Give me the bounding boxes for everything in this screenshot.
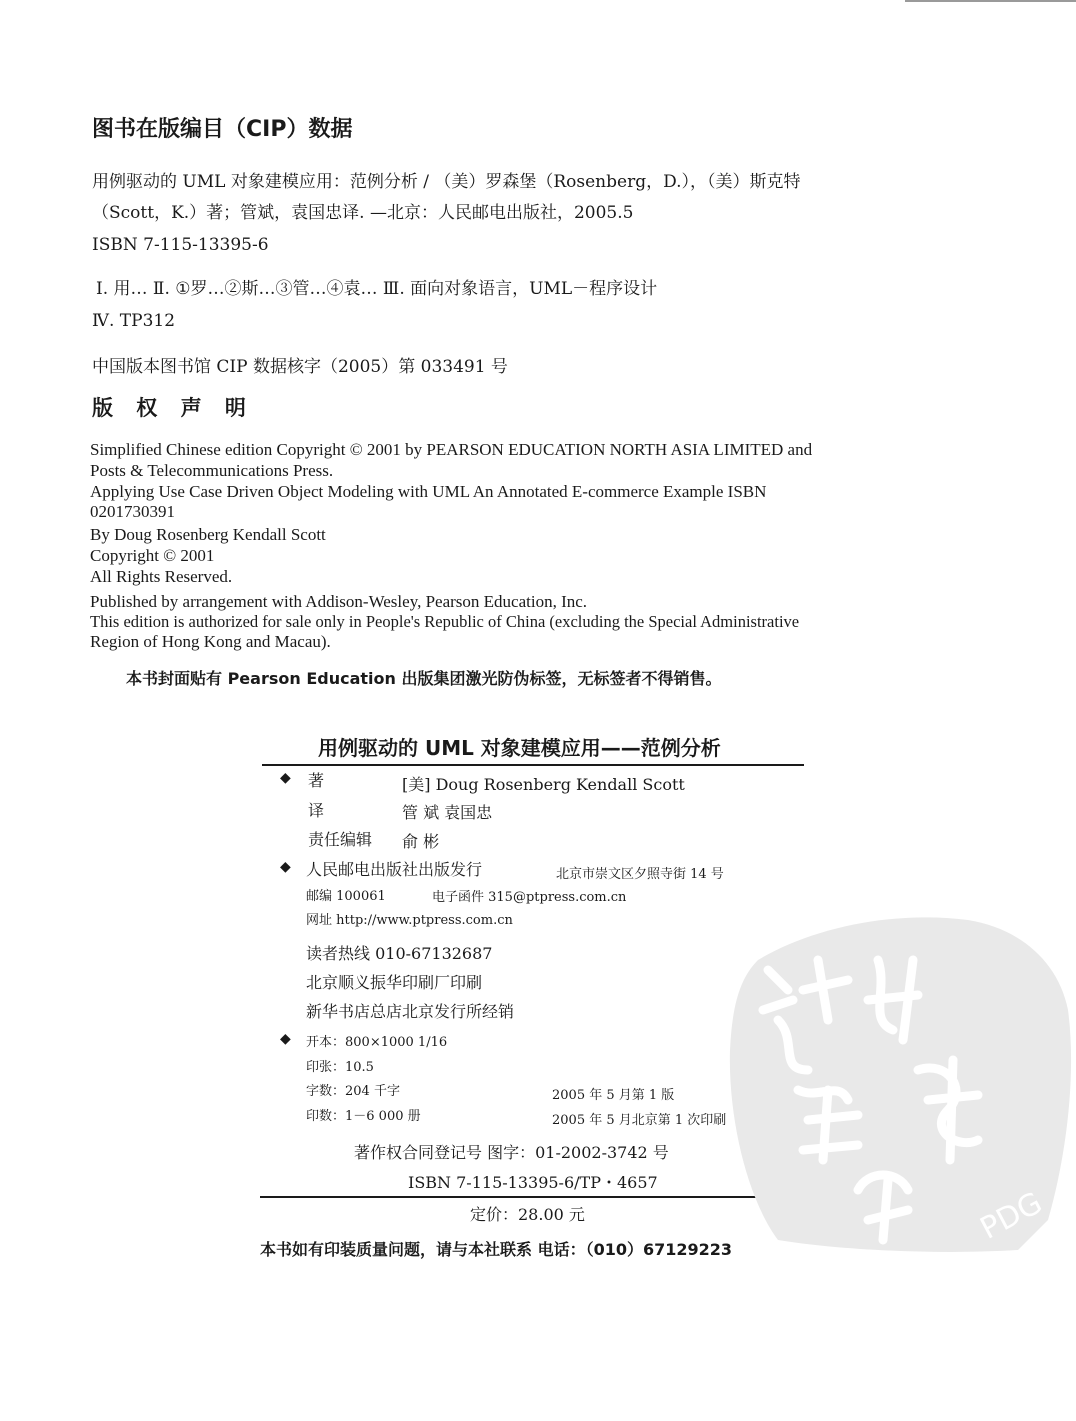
bullet-icon: ◆ — [280, 1031, 291, 1047]
watermark-seal-icon — [718, 900, 1076, 1260]
cip-line-1: 用例驱动的 UML 对象建模应用：范例分析 / （美）罗森堡（Rosenberg，D.），（美）斯克特 — [92, 172, 801, 192]
publisher: 人民邮电出版社出版发行 — [306, 860, 483, 879]
bullet-icon: ◆ — [280, 770, 291, 786]
watermark-pdg: PDG — [974, 1185, 1049, 1247]
edition: 2005 年 5 月第 1 版 — [552, 1088, 675, 1103]
translators: 管 斌 袁国忠 — [402, 803, 493, 822]
copyright-line: Applying Use Case Driven Object Modeling with UML An Annotated E-commerce Example ISBN — [90, 482, 767, 501]
print-sheets: 印张：10.5 — [306, 1060, 374, 1075]
copyright-line: 0201730391 — [90, 502, 175, 521]
cip-classification: Ⅳ. TP312 — [92, 311, 176, 331]
colophon-isbn: ISBN 7-115-13395-6/TP・4657 — [408, 1173, 658, 1192]
cip-heading: 图书在版编目（CIP）数据 — [92, 117, 353, 142]
laser-label-notice: 本书封面贴有 Pearson Education 出版集团激光防伪标签，无标签者不得销售。 — [126, 669, 722, 688]
author-label: 著 — [308, 771, 325, 790]
contract-registration: 著作权合同登记号 图字：01-2002-3742 号 — [354, 1143, 669, 1162]
format: 开本：800×1000 1/16 — [306, 1035, 448, 1050]
copyright-heading: 版 权 声 明 — [92, 396, 254, 420]
copyright-line: All Rights Reserved. — [90, 567, 233, 586]
reader-hotline: 读者热线 010-67132687 — [306, 944, 493, 963]
copyright-line: Simplified Chinese edition Copyright © 2001 by PEARSON EDUCATION NORTH ASIA LIMITED and — [90, 440, 813, 459]
word-count: 字数：204 千字 — [306, 1084, 400, 1099]
printer: 北京顺义振华印刷厂印刷 — [306, 973, 483, 992]
copyright-line: Published by arrangement with Addison-Wesley, Pearson Education, Inc. — [90, 592, 588, 611]
copyright-line: Region of Hong Kong and Macau). — [90, 632, 331, 651]
cip-record-number: 中国版本图书馆 CIP 数据核字（2005）第 033491 号 — [92, 357, 508, 377]
email: 电子函件 315@ptpress.com.cn — [432, 890, 627, 905]
copyright-line: Posts & Telecommunications Press. — [90, 461, 334, 480]
bullet-icon: ◆ — [280, 859, 291, 875]
translator-label: 译 — [308, 801, 325, 820]
website: 网址 http://www.ptpress.com.cn — [306, 913, 513, 928]
distributor: 新华书店总店北京发行所经销 — [306, 1002, 515, 1021]
colophon-top-rule — [262, 764, 804, 766]
postcode: 邮编 100061 — [306, 889, 386, 904]
copyright-line: By Doug Rosenberg Kendall Scott — [90, 525, 326, 544]
publisher-address: 北京市崇文区夕照寺街 14 号 — [556, 867, 724, 882]
editor: 俞 彬 — [402, 832, 440, 851]
authors: [美] Doug Rosenberg Kendall Scott — [402, 775, 685, 794]
price: 定价：28.00 元 — [470, 1205, 585, 1224]
quality-contact-footer: 本书如有印装质量问题，请与本社联系 电话：（010）67129223 — [260, 1240, 733, 1259]
cip-line-2: （Scott，K.）著；管斌，袁国忠译. —北京：人民邮电出版社，2005.5 — [92, 203, 634, 223]
top-edge-line — [905, 0, 1076, 2]
cip-isbn: ISBN 7-115-13395-6 — [92, 235, 269, 255]
cip-subject-line: Ⅰ. 用… Ⅱ. ①罗…②斯…③管…④袁… Ⅲ. 面向对象语言，UML－程序设计 — [96, 279, 658, 299]
editor-label: 责任编辑 — [308, 830, 373, 849]
copyright-line: Copyright © 2001 — [90, 546, 215, 565]
copyright-line: This edition is authorized for sale only in People's Republic of China (excluding the Special Administrative — [90, 612, 800, 631]
printing: 2005 年 5 月北京第 1 次印刷 — [552, 1113, 727, 1128]
print-run: 印数：1－6 000 册 — [306, 1109, 421, 1124]
colophon-title: 用例驱动的 UML 对象建模应用——范例分析 — [318, 736, 721, 760]
